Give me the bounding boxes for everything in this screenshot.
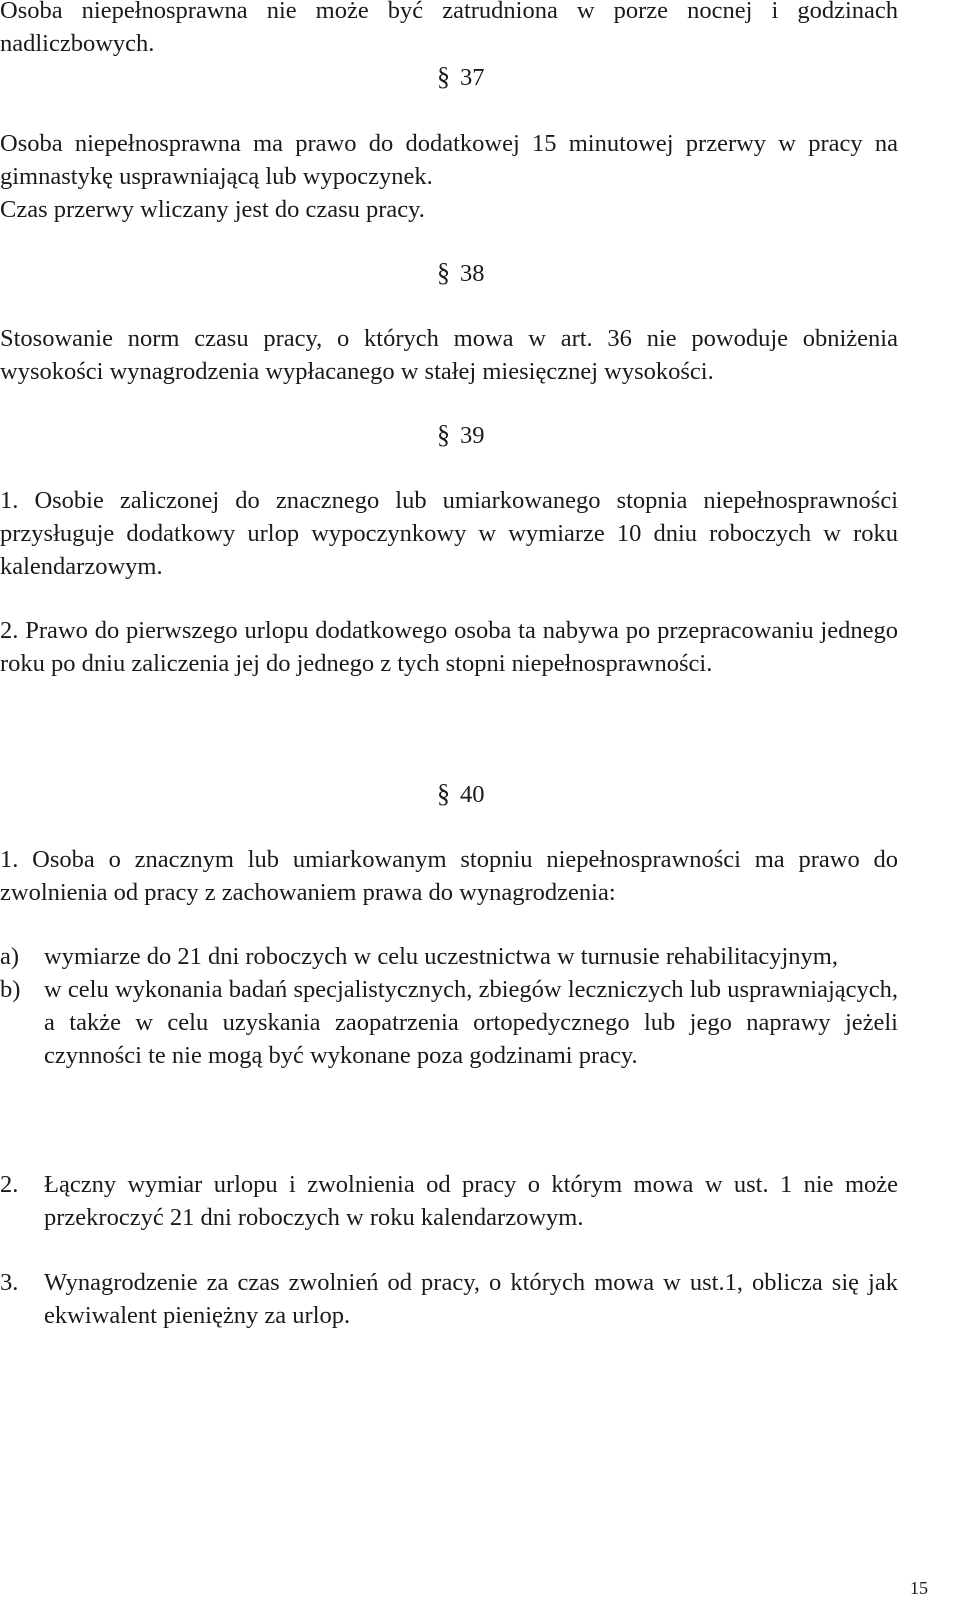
- list-marker: 2.: [0, 1171, 19, 1198]
- paragraph-37-heading: [437, 60, 485, 94]
- paragraph-40-item-3: [0, 1266, 898, 1332]
- list-item-text: Wynagrodzenie za czas zwolnień od pracy, o których mowa w ust.1, oblicza się jak ekwiwalent pieniężny za urlop.: [44, 1269, 898, 1329]
- paragraph-40-heading: [437, 777, 485, 811]
- paragraph-37-text-2: Czas przerwy wliczany jest do czasu pracy.: [0, 196, 425, 223]
- paragraph-37-body: [0, 127, 898, 226]
- intro-paragraph: Osoba niepełnosprawna nie może być zatrudniona w porze nocnej i godzinach nadliczbowych.: [0, 0, 898, 57]
- paragraph-39-heading: [437, 418, 485, 452]
- section-symbol: §: [437, 62, 450, 91]
- list-item-text: Łączny wymiar urlopu i zwolnienia od pracy o którym mowa w ust. 1 nie może przekroczyć 21 dni roboczych w roku kalendarzowym.: [44, 1171, 898, 1231]
- list-item: [0, 1266, 898, 1332]
- paragraph-39-item-1: 1. Osobie zaliczonej do znacznego lub umiarkowanego stopnia niepełnosprawności przysługuje dodatkowy urlop wypoczynkowy w wymiarze 10 dniu roboczych w roku kalendarzowym.: [0, 487, 898, 580]
- paragraph-38-text: Stosowanie norm czasu pracy, o których mowa w art. 36 nie powoduje obniżenia wysokości wynagrodzenia wypłacanego w stałej miesięcznej wysokości.: [0, 325, 898, 385]
- page-number: 15: [910, 1578, 928, 1598]
- paragraph-37-text: Osoba niepełnosprawna ma prawo do dodatkowej 15 minutowej przerwy w pracy na gimnastykę usprawniającą lub wypoczynek.: [0, 130, 898, 190]
- list-item: [0, 973, 898, 1072]
- list-marker: 3.: [0, 1269, 19, 1296]
- section-symbol: §: [437, 258, 450, 287]
- list-item-text: w celu wykonania badań specjalistycznych, zbiegów leczniczych lub usprawniających, a także w celu uzyskania zaopatrzenia ortopedycznego lub jego naprawy jeżeli czynności te nie mogą być wykonane poza godzinami pracy.: [44, 976, 898, 1069]
- list-item: [0, 940, 898, 973]
- section-symbol: §: [437, 779, 450, 808]
- section-symbol: §: [437, 420, 450, 449]
- list-marker: b): [0, 976, 21, 1003]
- list-item-text: wymiarze do 21 dni roboczych w celu uczestnictwa w turnusie rehabilitacyjnym,: [44, 943, 838, 970]
- paragraph-40-item-2: [0, 1168, 898, 1234]
- paragraph-number: 37: [460, 64, 485, 91]
- list-marker: a): [0, 943, 20, 970]
- paragraph-number: 40: [460, 781, 485, 808]
- list-item: [0, 1168, 898, 1234]
- paragraph-38-heading: [437, 256, 485, 290]
- paragraph-40-item-1: 1. Osoba o znacznym lub umiarkowanym stopniu niepełnosprawności ma prawo do zwolnienia od pracy z zachowaniem prawa do wynagrodzenia:: [0, 846, 898, 906]
- paragraph-39-item-2: 2. Prawo do pierwszego urlopu dodatkowego osoba ta nabywa po przepracowaniu jednego roku po dniu zaliczenia jej do jednego z tych stopni niepełnosprawności.: [0, 617, 898, 677]
- paragraph-number: 38: [460, 260, 485, 287]
- paragraph-number: 39: [460, 422, 485, 449]
- paragraph-40-sublist: [0, 940, 898, 1072]
